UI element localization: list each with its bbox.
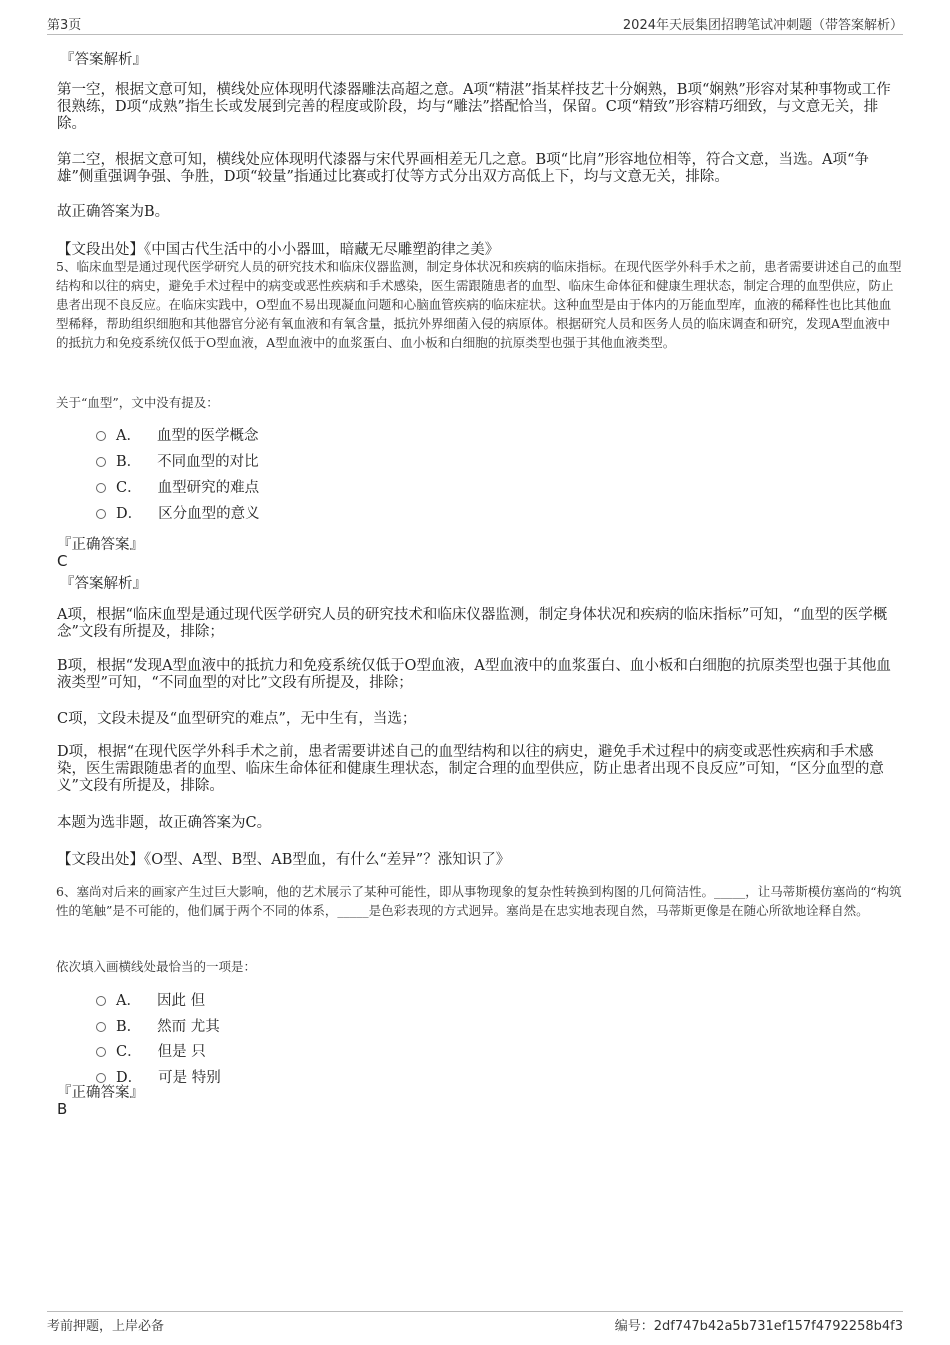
option-text: 血型研究的难点 (157, 480, 260, 496)
correct-answer-label: 『正确答案』 (57, 1085, 144, 1101)
correct-answer-label: 『正确答案』 (57, 537, 144, 553)
analysis-conclusion: 故正确答案为B。 (57, 204, 170, 220)
radio-icon[interactable] (96, 457, 106, 467)
option-b[interactable] (96, 1018, 220, 1036)
option-text: 但是 只 (157, 1044, 206, 1060)
option-letter: D． (116, 506, 143, 522)
option-b[interactable] (96, 453, 259, 471)
document-code: 编号：2df747b42a5b731ef157f4792258b4f3 (614, 1319, 903, 1334)
radio-icon[interactable] (96, 509, 106, 519)
analysis-option-c: C项，文段未提及“血型研究的难点”，无中生有，当选； (57, 711, 417, 727)
question-prompt: 关于“血型”，文中没有提及： (56, 395, 219, 410)
option-d[interactable] (96, 505, 260, 523)
analysis-option-b: B项，根据“发现A型血液中的抵抗力和免疫系统仅低于O型血液，A型血液中的血浆蛋白、血小板和白细胞的抗原类型也强于其他血液类型”可知，“不同血型的对比”文段有所提及，排除； (57, 658, 891, 691)
radio-icon[interactable] (96, 996, 106, 1006)
option-letter: A． (116, 428, 141, 444)
analysis-label: 『答案解析』 (60, 52, 147, 68)
page-number: 第3页 (47, 18, 82, 33)
option-letter: B． (116, 454, 142, 470)
option-text: 区分血型的意义 (158, 506, 260, 522)
option-c[interactable] (96, 1043, 206, 1061)
analysis-option-a: A项，根据“临床血型是通过现代医学研究人员的研究技术和临床仪器监测，制定身体状况和疾病的临床指标”可知，“血型的医学概念”文段有所提及，排除； (57, 607, 888, 640)
analysis-conclusion: 本题为选非题，故正确答案为C。 (57, 815, 272, 831)
page-footer (47, 1311, 903, 1334)
option-text: 血型的医学概念 (156, 428, 259, 444)
option-letter: A． (116, 993, 141, 1009)
option-letter: D． (116, 1070, 143, 1086)
option-c[interactable] (96, 479, 259, 497)
option-letter: C． (116, 480, 142, 496)
analysis-label: 『答案解析』 (60, 576, 147, 592)
option-letter: C． (116, 1044, 142, 1060)
question-stem: 6、塞尚对后来的画家产生过巨大影响，他的艺术展示了某种可能性，即从事物现象的复杂性转换到构图的几何简洁性。_____，让马蒂斯模仿塞尚的“构筑性的笔触”是不可能的，他们属于两个不同的体系，_____是色彩表现的方式迥异。塞尚是在忠实地表现自然，马蒂斯更像是在随心所欲地诠释自然。 (56, 884, 902, 918)
option-text: 因此 但 (156, 993, 206, 1009)
option-a[interactable] (96, 427, 258, 445)
analysis-paragraph: 第二空，根据文意可知，横线处应体现明代漆器与宋代界画相差无几之意。B项“比肩”形容地位相等，符合文意，当选。A项“争雄”侧重强调争强、争胜，D项“较量”指通过比赛或打仗等方式分出双方高低上下，均与文意无关，排除。 (57, 152, 869, 185)
option-letter: B． (116, 1019, 142, 1035)
source-citation: 【文段出处】《中国古代生活中的小小器皿，暗藏无尽雕塑韵律之美》 (57, 242, 500, 258)
question-prompt: 依次填入画横线处最恰当的一项是： (56, 959, 257, 974)
page-header (47, 14, 903, 35)
footer-slogan: 考前押题，上岸必备 (47, 1319, 165, 1334)
radio-icon[interactable] (96, 431, 106, 441)
option-text: 不同血型的对比 (157, 454, 259, 470)
source-citation: 【文段出处】《O型、A型、B型、AB型血，有什么“差异”？涨知识了》 (57, 852, 511, 868)
option-text: 然而 尤其 (157, 1019, 220, 1035)
document-title: 2024年天辰集团招聘笔试冲刺题（带答案解析） (622, 18, 903, 33)
correct-answer: C (57, 552, 68, 570)
analysis-option-d: D项，根据“在现代医学外科手术之前，患者需要讲述自己的血型结构和以往的病史，避免手术过程中的病变或恶性疾病和手术感染，医生需跟随患者的血型、临床生命体征和健康生理状态，制定合理的血型供应，防止患者出现不良反应”可知，“区分血型的意义”文段有所提及，排除。 (57, 744, 884, 794)
analysis-paragraph: 第一空，根据文意可知，横线处应体现明代漆器雕法高超之意。A项“精湛”指某样技艺十分娴熟，B项“娴熟”形容对某种事物或工作很熟练，D项“成熟”指生长或发展到完善的程度或阶段，均与“雕法”搭配恰当，保留。C项“精致”形容精巧细致，与文意无关，排除。 (57, 82, 891, 132)
option-text: 可是 特别 (158, 1070, 221, 1086)
radio-icon[interactable] (96, 1047, 106, 1057)
question-stem: 5、临床血型是通过现代医学研究人员的研究技术和临床仪器监测，制定身体状况和疾病的临床指标。在现代医学外科手术之前，患者需要讲述自己的血型结构和以往的病史，避免手术过程中的病变或恶性疾病和手术感染，医生需跟随患者的血型、临床生命体征和健康生理状态，制定合理的血型供应，防止患者出现不良反应。在临床实践中，O型血不易出现凝血问题和心脑血管疾病的临床症状。这种血型是由于体内的万能血型库，血液的稀释性也比其他血型稀释，帮助组织细胞和其他器官分泌有氧血液和有氧含量，抵抗外界细菌入侵的病原体。根据研究人员和医务人员的临床调查和研究，发现A型血液中的抵抗力和免疫系统仅低于O型血液，A型血液中的血浆蛋白、血小板和白细胞的抗原类型也强于其他血液类型。 (56, 259, 902, 350)
radio-icon[interactable] (96, 1022, 106, 1032)
radio-icon[interactable] (96, 483, 106, 493)
option-a[interactable] (96, 992, 205, 1010)
correct-answer: B (57, 1100, 68, 1118)
